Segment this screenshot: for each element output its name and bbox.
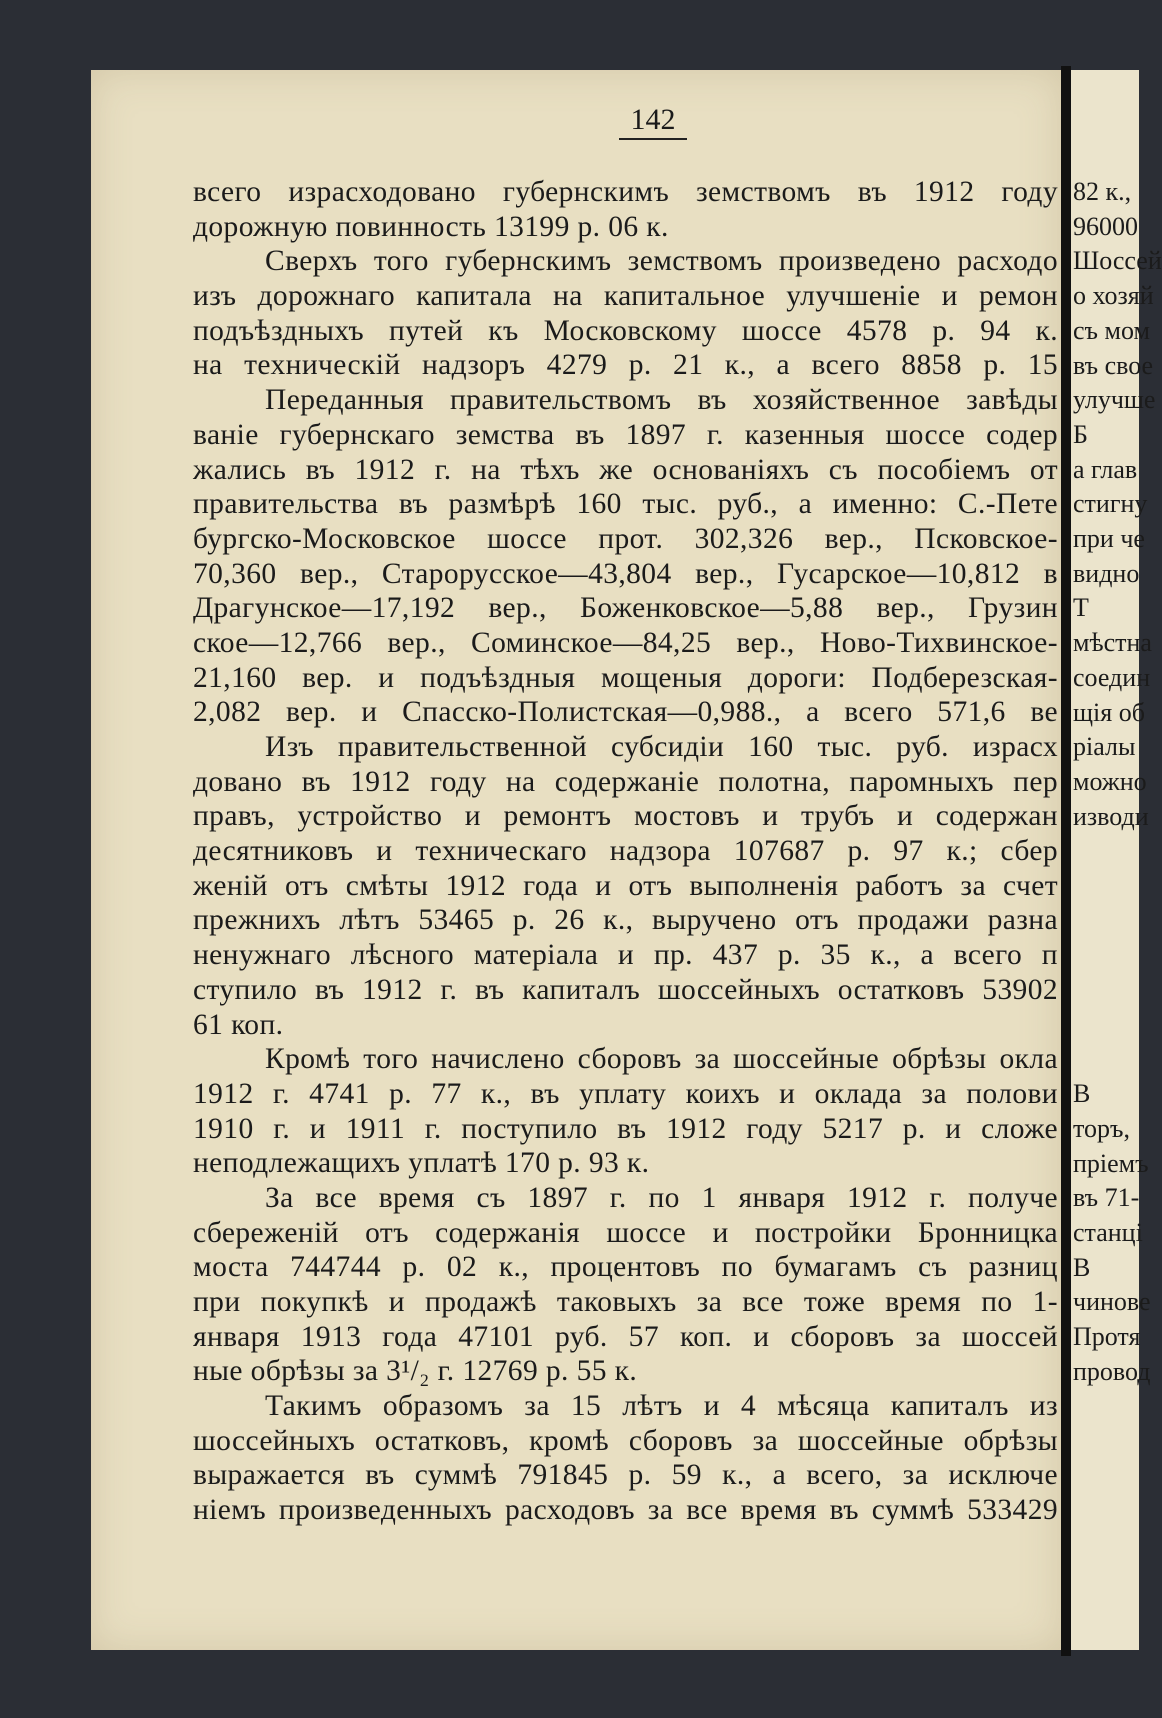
facing-page-fragment: Протя — [1073, 1322, 1141, 1352]
facing-page-fragment: видно — [1073, 558, 1140, 588]
text-line: бургско-Московское шоссе прот. 302,326 вер., Псковское- — [193, 522, 1058, 555]
facing-page-fragment: Шоссей — [1073, 246, 1162, 276]
text-line: Изъ правительственной субсидіи 160 тыс. руб. израсх — [265, 731, 1058, 763]
text-line: Такимъ образомъ за 15 лѣтъ и 4 мѣсяца капиталъ из — [265, 1390, 1058, 1423]
facing-page-fragment: стигну — [1073, 489, 1148, 519]
facing-page-fragment: щія об — [1073, 697, 1145, 727]
page-number: 142 — [619, 102, 687, 140]
facing-page-fragment: а глав — [1073, 454, 1138, 484]
text-line: ступило въ 1912 г. въ капиталъ шоссейныхъ остатковъ 53902 — [193, 973, 1058, 1006]
text-line: 1910 г. и 1911 г. поступило въ 1912 году 5217 р. и сложе — [193, 1112, 1058, 1145]
body-text — [193, 175, 1058, 1555]
text-line: 70,360 вер., Старорусское—43,804 вер., Гусарское—10,812 в — [193, 557, 1058, 590]
text-line: всего израсходовано губернскимъ земствомъ въ 1912 году — [193, 176, 1058, 208]
facing-page-fragment: 96000 — [1073, 211, 1138, 241]
text-line: довано въ 1912 году на содержаніе полотна, паромныхъ пер — [193, 765, 1058, 798]
text-line: Сверхъ того губернскимъ земствомъ произведено расходо — [265, 245, 1058, 278]
facing-page-fragment: изводи — [1073, 801, 1149, 831]
text-line: 1912 г. 4741 р. 77 к., въ уплату коихъ и оклада за полови — [193, 1077, 1058, 1110]
facing-page-fragment: провод — [1073, 1356, 1151, 1386]
text-line: Драгунское—17,192 вер., Боженковское—5,88 вер., Грузин — [193, 592, 1058, 625]
facing-page-fragment: мѣстна — [1073, 628, 1152, 658]
text-line: неподлежащихъ уплатѣ 170 р. 93 к. — [193, 1147, 650, 1180]
facing-page-fragment: въ 71- — [1073, 1183, 1140, 1213]
text-line: дорожную повинность 13199 р. 06 к. — [193, 210, 669, 243]
facing-page-fragment: соедин — [1073, 662, 1151, 692]
text-line: ское—12,766 вер., Соминское—84,25 вер., Ново-Тихвинское- — [193, 626, 1058, 659]
text-line: выражается въ суммѣ 791845 р. 59 к., а всего, за исключе — [193, 1459, 1058, 1492]
text-line: Переданныя правительствомъ въ хозяйственное завѣды — [265, 384, 1058, 417]
facing-page-fragment: В — [1073, 1079, 1091, 1109]
text-line: изъ дорожнаго капитала на капитальное улучшеніе и ремон — [193, 280, 1058, 313]
text-line: ненужнаго лѣсного матеріала и пр. 437 р. 35 к., а всего п — [193, 939, 1058, 972]
text-line: 2,082 вер. и Спасско-Полистская—0,988., а всего 571,6 ве — [193, 696, 1058, 729]
facing-page-fragment: 82 к., — [1073, 177, 1132, 206]
text-line: десятниковъ и техническаго надзора 107687 р. 97 к.; сбер — [193, 835, 1058, 868]
text-line: на техническій надзоръ 4279 р. 21 к., а всего 8858 р. 15 — [193, 349, 1058, 382]
text-line: жались въ 1912 г. на тѣхъ же основаніяхъ съ пособіемъ от — [193, 453, 1058, 486]
text-line: прежнихъ лѣтъ 53465 р. 26 к., выручено отъ продажи разна — [193, 904, 1058, 937]
facing-page-fragment: торъ, — [1073, 1113, 1130, 1143]
facing-page-fragment: Б — [1073, 419, 1088, 449]
text-line: моста 744744 р. 02 к., процентовъ по бумагамъ съ разниц — [193, 1251, 1058, 1284]
text-line: января 1913 года 47101 руб. 57 коп. и сборовъ за шоссей — [193, 1320, 1058, 1353]
text-line: ніемъ произведенныхъ расходовъ за все время въ суммѣ 533429 — [193, 1494, 1058, 1527]
text-line: подъѣздныхъ путей къ Московскому шоссе 4578 р. 94 к. — [193, 314, 1058, 347]
book-spine-gutter — [1061, 66, 1071, 1656]
text-line: Кромѣ того начислено сборовъ за шоссейные обрѣзы окла — [265, 1043, 1058, 1076]
facing-page-fragment: Т — [1073, 593, 1089, 623]
text-line: правительства въ размѣрѣ 160 тыс. руб., а именно: С.-Пете — [193, 488, 1058, 521]
text-line: ваніе губернскаго земства въ 1897 г. казенныя шоссе содер — [193, 418, 1058, 451]
text-line: За все время съ 1897 г. по 1 января 1912 г. получе — [265, 1181, 1058, 1214]
text-line: сбереженій отъ содержанія шоссе и постройки Бронницка — [193, 1216, 1058, 1249]
text-line: ные обрѣзы за 3¹/₂ г. 12769 р. 55 к. — [193, 1355, 638, 1388]
facing-page-fragment: В — [1073, 1252, 1091, 1282]
facing-page-fragment: о хозяй — [1073, 281, 1154, 311]
text-line: правъ, устройство и ремонтъ мостовъ и трубъ и содержан — [193, 800, 1058, 833]
facing-page-fragment: можно — [1073, 766, 1147, 796]
facing-page-fragment: ріалы — [1073, 732, 1136, 762]
facing-page-fragment: пріемъ — [1073, 1148, 1149, 1178]
text-line: при покупкѣ и продажѣ таковыхъ за все тоже время по 1- — [193, 1286, 1058, 1318]
facing-page-fragment: улучше — [1073, 385, 1156, 415]
facing-page-fragment: въ свое — [1073, 350, 1154, 380]
facing-page-fragment: станці — [1073, 1218, 1143, 1247]
text-line: шоссейныхъ остатковъ, кромѣ сборовъ за шоссейные обрѣзы — [193, 1424, 1058, 1457]
text-line: 61 коп. — [193, 1008, 284, 1041]
text-line: 21,160 вер. и подъѣздныя мощеныя дороги: Подберезская- — [193, 661, 1058, 694]
facing-page-fragment: при че — [1073, 524, 1145, 553]
facing-page-fragment: съ мом — [1073, 315, 1150, 345]
facing-page-fragment: чинове — [1073, 1287, 1151, 1317]
text-line: женій отъ смѣты 1912 года и отъ выполненія работъ за счет — [193, 869, 1058, 902]
